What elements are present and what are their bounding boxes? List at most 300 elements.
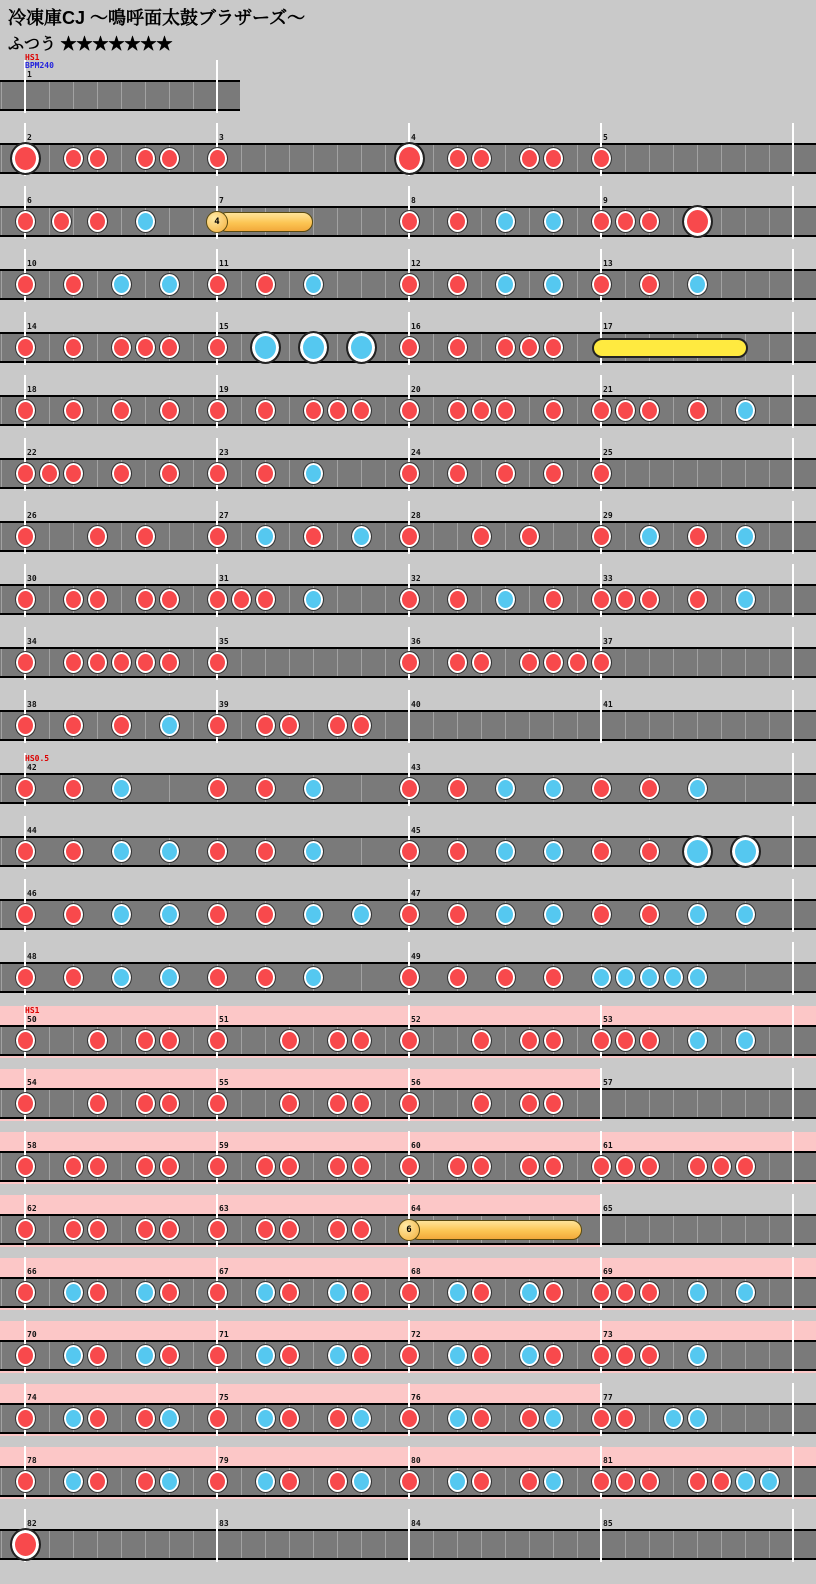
measure-number: 67 <box>219 1267 229 1276</box>
beat-gridline <box>673 1342 674 1369</box>
beat-gridline <box>73 1090 74 1117</box>
balloon-tail <box>217 212 313 232</box>
don-note <box>136 526 155 547</box>
don-note <box>544 400 563 421</box>
don-note <box>352 1156 371 1177</box>
beat-gridline <box>553 712 554 739</box>
don-note <box>592 1156 611 1177</box>
measure-number: 76 <box>411 1393 421 1402</box>
beat-gridline <box>145 712 146 739</box>
measure-number: 71 <box>219 1330 229 1339</box>
ka-note <box>760 1471 779 1492</box>
ka-note <box>592 967 611 988</box>
measure-number: 81 <box>603 1456 613 1465</box>
ka-note <box>736 1282 755 1303</box>
beat-gridline <box>73 82 74 109</box>
measure-number: 63 <box>219 1204 229 1213</box>
measure-number: 40 <box>411 700 421 709</box>
don-note <box>280 1471 299 1492</box>
beat-gridline <box>145 397 146 424</box>
beat-gridline <box>241 1090 242 1117</box>
beat-gridline <box>1 1531 2 1558</box>
beat-gridline <box>625 1216 626 1243</box>
don-note <box>592 589 611 610</box>
beat-gridline <box>649 712 650 739</box>
don-note <box>472 1345 491 1366</box>
don-note <box>472 1408 491 1429</box>
beat-gridline <box>433 1468 434 1495</box>
beat-gridline <box>361 1531 362 1558</box>
don-note <box>160 1156 179 1177</box>
beat-gridline <box>49 712 50 739</box>
don-note <box>208 1345 227 1366</box>
don-note <box>640 841 659 862</box>
beat-gridline <box>145 82 146 109</box>
don-note <box>208 715 227 736</box>
ka-note <box>304 274 323 295</box>
beat-gridline <box>49 523 50 550</box>
beat-gridline <box>577 1468 578 1495</box>
barline <box>600 1068 602 1121</box>
don-note <box>88 1156 107 1177</box>
beat-gridline <box>337 208 338 235</box>
beat-gridline <box>577 1153 578 1180</box>
beat-gridline <box>697 712 698 739</box>
beat-gridline <box>241 712 242 739</box>
ka-note <box>496 274 515 295</box>
beat-gridline <box>721 523 722 550</box>
don-note <box>256 1219 275 1240</box>
measure-number: 78 <box>27 1456 37 1465</box>
don-note <box>520 1408 539 1429</box>
don-note <box>160 1345 179 1366</box>
beat-gridline <box>673 271 674 298</box>
don-note <box>136 1093 155 1114</box>
ka-note <box>304 778 323 799</box>
ka-note <box>640 967 659 988</box>
beat-gridline <box>769 1342 770 1369</box>
don-note <box>208 1219 227 1240</box>
don-note <box>592 148 611 169</box>
don-note <box>16 1156 35 1177</box>
don-note <box>472 1093 491 1114</box>
don-note <box>64 1156 83 1177</box>
beat-gridline <box>241 1216 242 1243</box>
don-note <box>136 1156 155 1177</box>
barline <box>600 690 602 743</box>
beat-gridline <box>433 208 434 235</box>
don-note <box>712 1156 731 1177</box>
don-note <box>544 1156 563 1177</box>
ka-note <box>304 904 323 925</box>
measure-number: 54 <box>27 1078 37 1087</box>
beat-gridline <box>385 208 386 235</box>
beat-gridline <box>49 586 50 613</box>
measure-number: 23 <box>219 448 229 457</box>
beat-gridline <box>193 271 194 298</box>
measure-number: 70 <box>27 1330 37 1339</box>
beat-gridline <box>529 586 530 613</box>
don-note <box>256 1156 275 1177</box>
beat-gridline <box>577 397 578 424</box>
don-note <box>112 652 131 673</box>
beat-gridline <box>97 1531 98 1558</box>
measure-number: 48 <box>27 952 37 961</box>
big-ka-note <box>300 333 327 362</box>
don-note <box>280 1219 299 1240</box>
beat-gridline <box>265 649 266 676</box>
beat-gridline <box>313 145 314 172</box>
don-note <box>112 715 131 736</box>
measure-number: 64 <box>411 1204 421 1213</box>
beat-gridline <box>193 1090 194 1117</box>
don-note <box>544 1093 563 1114</box>
beat-gridline <box>313 1027 314 1054</box>
beat-gridline <box>649 1405 650 1432</box>
beat-gridline <box>625 145 626 172</box>
beat-gridline <box>769 397 770 424</box>
measure-number: 13 <box>603 259 613 268</box>
don-note <box>256 715 275 736</box>
beat-gridline <box>577 523 578 550</box>
beat-gridline <box>505 1027 506 1054</box>
beat-gridline <box>193 1468 194 1495</box>
don-note <box>640 1345 659 1366</box>
beat-gridline <box>313 208 314 235</box>
don-note <box>544 463 563 484</box>
don-note <box>136 148 155 169</box>
beat-gridline <box>265 145 266 172</box>
beat-gridline <box>49 1405 50 1432</box>
beat-gridline <box>337 145 338 172</box>
beat-gridline <box>193 1153 194 1180</box>
beat-gridline <box>529 460 530 487</box>
don-note <box>328 1156 347 1177</box>
don-note <box>88 526 107 547</box>
beat-gridline <box>577 1027 578 1054</box>
don-note <box>136 589 155 610</box>
don-note <box>280 715 299 736</box>
beat-gridline <box>721 208 722 235</box>
ka-note <box>544 904 563 925</box>
don-note <box>256 274 275 295</box>
don-note <box>208 400 227 421</box>
measure-number: 55 <box>219 1078 229 1087</box>
beat-gridline <box>289 397 290 424</box>
beat-gridline <box>49 1531 50 1558</box>
measure-number: 57 <box>603 1078 613 1087</box>
beat-gridline <box>697 145 698 172</box>
don-note <box>280 1093 299 1114</box>
beat-gridline <box>505 1405 506 1432</box>
beat-gridline <box>625 523 626 550</box>
beat-gridline <box>121 1153 122 1180</box>
ka-note <box>160 715 179 736</box>
beat-gridline <box>385 1468 386 1495</box>
don-note <box>736 1156 755 1177</box>
beat-gridline <box>673 523 674 550</box>
beat-gridline <box>1 901 2 928</box>
beat-gridline <box>1 1405 2 1432</box>
don-note <box>328 1408 347 1429</box>
don-note <box>352 1030 371 1051</box>
ka-note <box>736 589 755 610</box>
ka-note <box>160 274 179 295</box>
don-note <box>472 652 491 673</box>
beat-gridline <box>673 649 674 676</box>
measure-number: 52 <box>411 1015 421 1024</box>
beat-gridline <box>433 1405 434 1432</box>
beat-gridline <box>169 82 170 109</box>
don-note <box>160 1093 179 1114</box>
beat-gridline <box>193 460 194 487</box>
ka-note <box>256 1282 275 1303</box>
don-note <box>400 1156 419 1177</box>
beat-gridline <box>481 1531 482 1558</box>
don-note <box>160 1282 179 1303</box>
beat-gridline <box>385 712 386 739</box>
don-note <box>256 904 275 925</box>
don-note <box>448 400 467 421</box>
don-note <box>16 1093 35 1114</box>
beat-gridline <box>1 649 2 676</box>
barline <box>216 60 218 113</box>
beat-gridline <box>49 271 50 298</box>
beat-gridline <box>361 838 362 865</box>
beat-gridline <box>169 1531 170 1558</box>
measure-number: 20 <box>411 385 421 394</box>
don-note <box>472 1156 491 1177</box>
don-note <box>16 1345 35 1366</box>
beat-gridline <box>193 1027 194 1054</box>
don-note <box>328 1219 347 1240</box>
beat-gridline <box>505 1468 506 1495</box>
ka-note <box>160 1408 179 1429</box>
don-note <box>280 1282 299 1303</box>
don-note <box>544 652 563 673</box>
beat-gridline <box>289 586 290 613</box>
beat-gridline <box>193 1405 194 1432</box>
barline <box>792 1446 794 1499</box>
don-note <box>448 841 467 862</box>
ka-note <box>112 778 131 799</box>
ka-note <box>256 1345 275 1366</box>
beat-gridline <box>745 145 746 172</box>
measure-number: 47 <box>411 889 421 898</box>
measure-number: 77 <box>603 1393 613 1402</box>
beat-gridline <box>577 460 578 487</box>
don-note <box>160 400 179 421</box>
beat-gridline <box>721 397 722 424</box>
beat-gridline <box>721 649 722 676</box>
don-note <box>640 400 659 421</box>
beat-gridline <box>721 1342 722 1369</box>
beat-gridline <box>313 1405 314 1432</box>
don-note <box>400 463 419 484</box>
don-note <box>160 589 179 610</box>
don-note <box>352 1345 371 1366</box>
don-note <box>16 841 35 862</box>
measure-number: 3 <box>219 133 224 142</box>
don-note <box>616 1156 635 1177</box>
beat-gridline <box>49 145 50 172</box>
beat-gridline <box>121 208 122 235</box>
barline <box>216 1509 218 1562</box>
measure-number: 46 <box>27 889 37 898</box>
measure-number: 60 <box>411 1141 421 1150</box>
beat-gridline <box>433 1531 434 1558</box>
barline <box>600 1194 602 1247</box>
don-note <box>16 1030 35 1051</box>
ka-note <box>112 274 131 295</box>
don-note <box>688 400 707 421</box>
don-note <box>640 589 659 610</box>
beat-gridline <box>1 460 2 487</box>
beat-gridline <box>193 397 194 424</box>
beat-gridline <box>265 1531 266 1558</box>
barline <box>792 1068 794 1121</box>
don-note <box>592 1030 611 1051</box>
beat-gridline <box>505 1279 506 1306</box>
don-note <box>64 148 83 169</box>
beat-gridline <box>649 460 650 487</box>
beat-gridline <box>145 1531 146 1558</box>
beat-gridline <box>529 397 530 424</box>
ka-note <box>304 589 323 610</box>
beat-gridline <box>385 523 386 550</box>
beat-gridline <box>241 1153 242 1180</box>
ka-note <box>736 1030 755 1051</box>
beat-gridline <box>1 82 2 109</box>
ka-note <box>496 211 515 232</box>
don-note <box>400 904 419 925</box>
don-note <box>448 337 467 358</box>
don-note <box>592 1471 611 1492</box>
ka-note <box>160 967 179 988</box>
beat-gridline <box>625 271 626 298</box>
don-note <box>328 1471 347 1492</box>
ka-note <box>496 841 515 862</box>
beat-gridline <box>481 712 482 739</box>
beat-gridline <box>745 1090 746 1117</box>
beat-gridline <box>337 649 338 676</box>
don-note <box>304 526 323 547</box>
ka-note <box>64 1408 83 1429</box>
beat-gridline <box>97 271 98 298</box>
measure-number: 80 <box>411 1456 421 1465</box>
measure-number: 32 <box>411 574 421 583</box>
measure-number: 31 <box>219 574 229 583</box>
beat-gridline <box>433 1027 434 1054</box>
ka-note <box>64 1345 83 1366</box>
beat-gridline <box>457 1531 458 1558</box>
beat-gridline <box>385 1216 386 1243</box>
beat-gridline <box>433 460 434 487</box>
ka-note <box>352 1471 371 1492</box>
beat-gridline <box>361 964 362 991</box>
don-note <box>352 1093 371 1114</box>
don-note <box>88 1345 107 1366</box>
don-note <box>16 589 35 610</box>
beat-gridline <box>313 1153 314 1180</box>
ka-note <box>544 274 563 295</box>
don-note <box>400 778 419 799</box>
barline <box>792 123 794 176</box>
beat-gridline <box>577 271 578 298</box>
barline <box>792 942 794 995</box>
barline <box>792 1257 794 1310</box>
beat-gridline <box>457 712 458 739</box>
don-note <box>88 589 107 610</box>
beat-gridline <box>97 397 98 424</box>
barline <box>792 501 794 554</box>
beat-gridline <box>433 712 434 739</box>
beat-gridline <box>385 1405 386 1432</box>
ka-note <box>688 778 707 799</box>
don-note <box>64 841 83 862</box>
ka-note <box>520 1345 539 1366</box>
measure-number: 22 <box>27 448 37 457</box>
ka-note <box>112 904 131 925</box>
don-note <box>616 1408 635 1429</box>
ka-note <box>544 1471 563 1492</box>
don-note <box>280 1030 299 1051</box>
don-note <box>616 1345 635 1366</box>
don-note <box>64 778 83 799</box>
beat-gridline <box>649 1531 650 1558</box>
don-note <box>472 400 491 421</box>
don-note <box>640 1030 659 1051</box>
beat-gridline <box>481 460 482 487</box>
don-note <box>16 1471 35 1492</box>
don-note <box>328 400 347 421</box>
roll-note <box>592 338 748 358</box>
don-note <box>16 463 35 484</box>
beat-gridline <box>481 334 482 361</box>
don-note <box>400 589 419 610</box>
beat-gridline <box>577 208 578 235</box>
don-note <box>328 1093 347 1114</box>
don-note <box>400 841 419 862</box>
beat-gridline <box>577 1531 578 1558</box>
beat-gridline <box>265 1027 266 1054</box>
don-note <box>16 1219 35 1240</box>
don-note <box>592 778 611 799</box>
measure-number: 11 <box>219 259 229 268</box>
beat-gridline <box>433 1153 434 1180</box>
don-note <box>88 652 107 673</box>
beat-gridline <box>577 712 578 739</box>
ka-note <box>64 1471 83 1492</box>
don-note <box>16 1408 35 1429</box>
measure-number: 28 <box>411 511 421 520</box>
ka-note <box>688 904 707 925</box>
measure-number: 62 <box>27 1204 37 1213</box>
don-note <box>592 526 611 547</box>
beat-gridline <box>289 523 290 550</box>
measure-number: 35 <box>219 637 229 646</box>
measure-number: 73 <box>603 1330 613 1339</box>
barline <box>792 438 794 491</box>
beat-gridline <box>769 1279 770 1306</box>
barline <box>792 564 794 617</box>
beat-gridline <box>361 145 362 172</box>
ka-note <box>688 1282 707 1303</box>
beat-gridline <box>361 208 362 235</box>
don-note <box>472 148 491 169</box>
beat-gridline <box>433 145 434 172</box>
ka-note <box>688 1030 707 1051</box>
